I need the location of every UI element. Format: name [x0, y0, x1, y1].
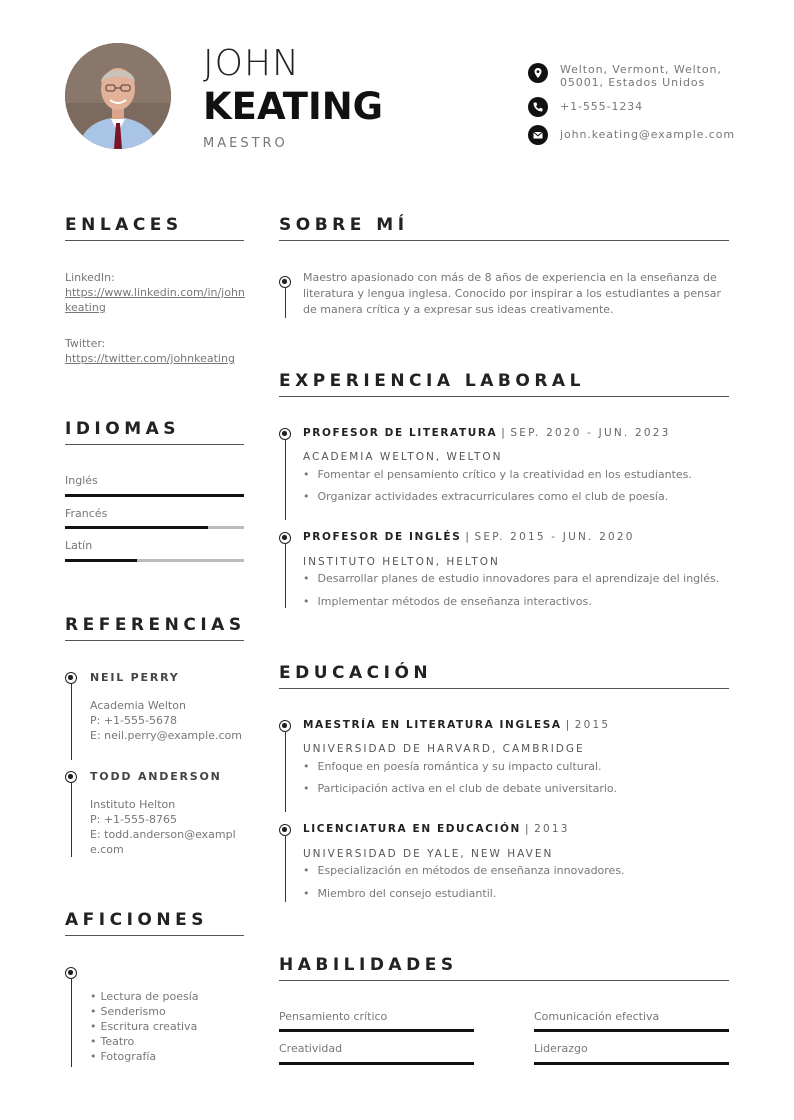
- hobbies-section-title: AFICIONES: [65, 910, 208, 930]
- language-english-fill: [65, 494, 244, 497]
- reference-name: NEIL PERRY: [90, 671, 180, 684]
- timeline-dot-icon: [279, 824, 291, 836]
- language-latin-fill: [65, 559, 137, 562]
- last-name: KEATING: [203, 85, 384, 128]
- experience-role: PROFESOR DE INGLÉS: [303, 531, 462, 543]
- education-bullet: • Especialización en métodos de enseñanza innovadores.: [303, 864, 625, 877]
- education-degree: LICENCIATURA EN EDUCACIÓN: [303, 823, 521, 835]
- timeline-dot-icon: [279, 532, 291, 544]
- reference-phone: P: +1-555-8765: [90, 813, 177, 826]
- experience-bullet: • Fomentar el pensamiento crítico y la creatividad en los estudiantes.: [303, 468, 692, 481]
- skills-divider: [279, 980, 729, 981]
- job-title: MAESTRO: [203, 136, 288, 151]
- reference-email: E: todd.anderson@example.com: [90, 828, 236, 856]
- language-french-fill: [65, 526, 208, 529]
- reference-email: E: neil.perry@example.com: [90, 729, 242, 742]
- link-twitter: [65, 336, 245, 366]
- timeline-line: [71, 979, 72, 1067]
- contact-address: [528, 63, 725, 89]
- timeline-dot-icon: [279, 720, 291, 732]
- language-latin-bar: [65, 559, 244, 562]
- education-bullet: • Miembro del consejo estudiantil.: [303, 887, 496, 900]
- experience-heading: PROFESOR DE INGLÉS | SEP. 2015 - JUN. 2020: [303, 531, 635, 543]
- hobby-item: • Senderismo: [90, 1005, 166, 1018]
- timeline-dot-icon: [65, 672, 77, 684]
- language-french-bar: [65, 526, 244, 529]
- language-french-label: Francés: [65, 507, 108, 520]
- experience-heading: PROFESOR DE LITERATURA | SEP. 2020 - JUN. 2023: [303, 427, 671, 439]
- links-divider: [65, 240, 244, 241]
- reference-phone: P: +1-555-5678: [90, 714, 177, 727]
- skill-bar: [534, 1062, 729, 1065]
- reference-details: [90, 698, 250, 743]
- education-section-title: EDUCACIÓN: [279, 663, 433, 683]
- experience-bullet: • Desarrollar planes de estudio innovadores para el aprendizaje del inglés.: [303, 572, 719, 585]
- link-twitter-label: Twitter:: [65, 337, 106, 350]
- links-section-title: ENLACES: [65, 215, 183, 235]
- contact-email: [528, 125, 735, 145]
- timeline-dot-icon: [65, 771, 77, 783]
- skill-label: Creatividad: [279, 1042, 343, 1055]
- first-name: JOHN: [203, 43, 300, 84]
- about-section-title: SOBRE MÍ: [279, 215, 409, 235]
- languages-divider: [65, 444, 244, 445]
- timeline-line: [71, 684, 72, 760]
- education-bullet: • Participación activa en el club de debate universitario.: [303, 782, 617, 795]
- profile-photo-image: [65, 43, 171, 149]
- email-text: john.keating@example.com: [560, 128, 735, 141]
- about-divider: [279, 240, 729, 241]
- reference-details: [90, 797, 240, 857]
- education-degree: MAESTRÍA EN LITERATURA INGLESA: [303, 719, 562, 731]
- education-bullet: • Enfoque en poesía romántica y su impacto cultural.: [303, 760, 602, 773]
- link-linkedin: [65, 270, 245, 315]
- location-pin-icon: [528, 63, 548, 83]
- contact-phone: [528, 97, 725, 117]
- hobby-item: • Escritura creativa: [90, 1020, 197, 1033]
- hobbies-divider: [65, 935, 244, 936]
- experience-bullet: • Organizar actividades extracurriculares como el club de poesía.: [303, 490, 668, 503]
- link-linkedin-url[interactable]: https://www.linkedin.com/in/johnkeating: [65, 286, 245, 314]
- experience-section-title: EXPERIENCIA LABORAL: [279, 371, 585, 391]
- references-section-title: REFERENCIAS: [65, 615, 246, 635]
- timeline-line: [285, 836, 286, 902]
- skill-bar-fill: [534, 1062, 729, 1065]
- envelope-icon: [528, 125, 548, 145]
- timeline-dot-icon: [279, 428, 291, 440]
- hobby-item: • Teatro: [90, 1035, 134, 1048]
- skill-bar: [279, 1029, 474, 1032]
- hobby-item: • Lectura de poesía: [90, 990, 199, 1003]
- languages-section-title: IDIOMAS: [65, 419, 181, 439]
- experience-org: INSTITUTO HELTON, HELTON: [303, 556, 500, 568]
- education-heading: MAESTRÍA EN LITERATURA INGLESA | 2015: [303, 719, 611, 731]
- language-english-bar: [65, 494, 244, 497]
- experience-role: PROFESOR DE LITERATURA: [303, 427, 498, 439]
- education-year: 2013: [534, 823, 570, 835]
- education-school: UNIVERSIDAD DE HARVARD, CAMBRIDGE: [303, 743, 585, 755]
- address-text: Welton, Vermont, Welton, 05001, Estados Unidos: [560, 63, 722, 89]
- reference-name: TODD ANDERSON: [90, 770, 222, 783]
- link-twitter-url[interactable]: https://twitter.com/johnkeating: [65, 352, 235, 365]
- skill-label: Liderazgo: [534, 1042, 588, 1055]
- timeline-line: [285, 544, 286, 608]
- reference-org: Instituto Helton: [90, 798, 176, 811]
- education-divider: [279, 688, 729, 689]
- phone-text: +1-555-1234: [560, 100, 644, 113]
- language-latin-label: Latín: [65, 539, 93, 552]
- timeline-line: [285, 288, 286, 318]
- language-english-label: Inglés: [65, 474, 98, 487]
- link-linkedin-label: LinkedIn:: [65, 271, 115, 284]
- profile-photo: [65, 43, 171, 149]
- skill-bar-fill: [534, 1029, 729, 1032]
- phone-icon: [528, 97, 548, 117]
- timeline-dot-icon: [279, 276, 291, 288]
- timeline-line: [71, 783, 72, 857]
- experience-org: ACADEMIA WELTON, WELTON: [303, 451, 503, 463]
- skill-label: Comunicación efectiva: [534, 1010, 660, 1023]
- experience-dates: SEP. 2015 - JUN. 2020: [474, 531, 635, 543]
- skill-bar: [279, 1062, 474, 1065]
- skill-bar-fill: [279, 1062, 474, 1065]
- timeline-dot-icon: [65, 967, 77, 979]
- skill-bar-fill: [279, 1029, 474, 1032]
- education-year: 2015: [574, 719, 611, 731]
- timeline-line: [285, 440, 286, 520]
- references-divider: [65, 640, 244, 641]
- experience-divider: [279, 396, 729, 397]
- education-school: UNIVERSIDAD DE YALE, NEW HAVEN: [303, 848, 554, 860]
- experience-dates: SEP. 2020 - JUN. 2023: [510, 427, 671, 439]
- education-heading: LICENCIATURA EN EDUCACIÓN | 2013: [303, 823, 570, 835]
- reference-org: Academia Welton: [90, 699, 186, 712]
- skills-section-title: HABILIDADES: [279, 955, 458, 975]
- skill-bar: [534, 1029, 729, 1032]
- skill-label: Pensamiento crítico: [279, 1010, 388, 1023]
- hobby-item: • Fotografía: [90, 1050, 156, 1063]
- experience-bullet: • Implementar métodos de enseñanza interactivos.: [303, 595, 592, 608]
- timeline-line: [285, 732, 286, 812]
- about-text: Maestro apasionado con más de 8 años de experiencia en la enseñanza de literatura y lengua inglesa. Conocido por inspirar a los estudiantes a pensar de manera crítica y a expresar sus ideas creativamente.: [303, 271, 722, 316]
